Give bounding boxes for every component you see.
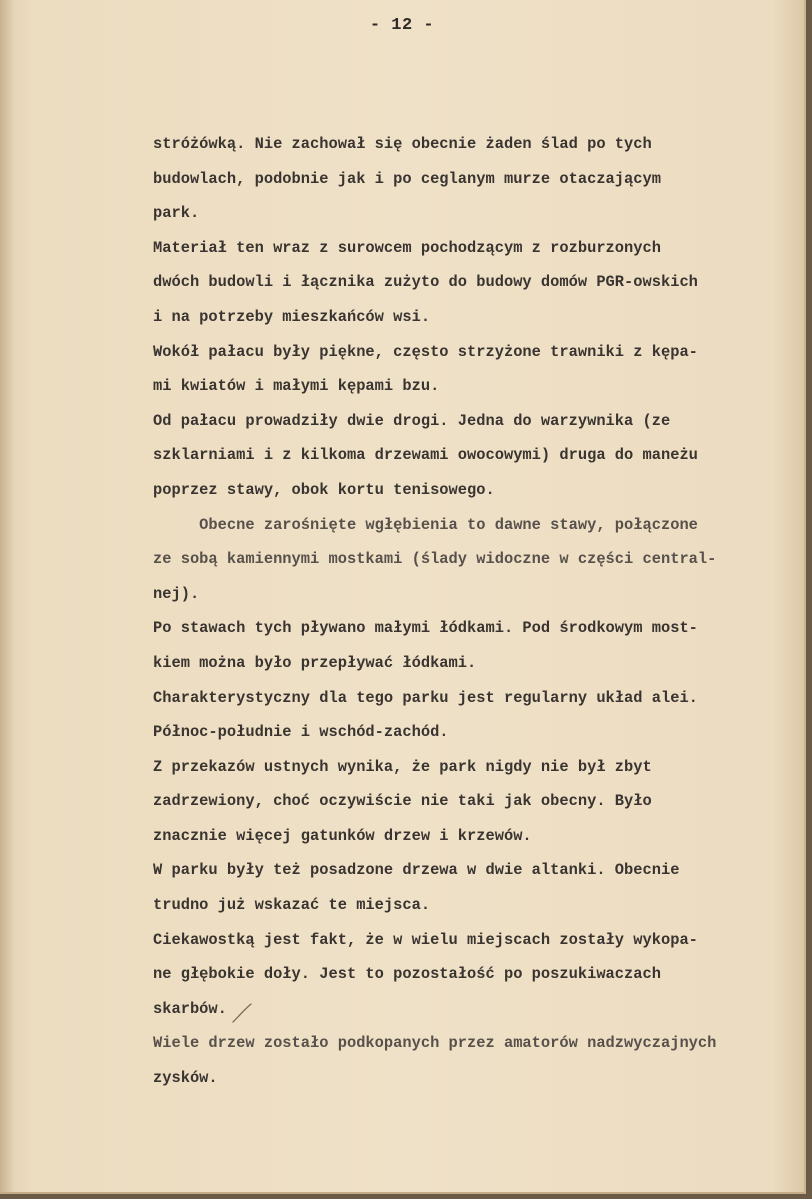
text-line: szklarniami i z kilkoma drzewami owocowymi) druga do maneżu (153, 446, 698, 465)
typewritten-text (153, 127, 716, 1096)
text-line: ze sobą kamiennymi mostkami (ślady widoczne w części central- (153, 550, 717, 569)
text-line: mi kwiatów i małymi kępami bzu. (153, 377, 440, 396)
text-line: budowlach, podobnie jak i po ceglanym murze otaczającym (153, 169, 661, 188)
text-line: park. (153, 204, 200, 223)
text-line: Obecne zarośnięte wgłębienia to dawne stawy, połączone (153, 515, 698, 534)
text-line: Charakterystyczny dla tego parku jest regularny układ alei. (153, 688, 698, 707)
text-line: ne głębokie doły. Jest to pozostałość po poszukiwaczach (153, 965, 661, 984)
text-line: Północ-południe i wschód-zachód. (153, 723, 449, 742)
text-line: kiem można było przepływać łódkami. (153, 653, 477, 672)
text-line: nej). (153, 584, 200, 603)
text-line: Po stawach tych pływano małymi łódkami. Pod środkowym most- (153, 619, 698, 638)
text-line: Wiele drzew zostało podkopanych przez amatorów nadzwyczajnych (153, 1034, 717, 1053)
text-line: Materiał ten wraz z surowcem pochodzącym z rozburzonych (153, 238, 661, 257)
pen-stroke-mark (231, 1002, 253, 1024)
text-line: zadrzewiony, choć oczywiście nie taki jak obecny. Było (153, 792, 652, 811)
text-line: zysków. (153, 1069, 218, 1088)
text-line: dwóch budowli i łącznika zużyto do budowy domów PGR-owskich (153, 273, 698, 292)
text-line: Ciekawostką jest fakt, że w wielu miejscach zostały wykopa- (153, 930, 698, 949)
text-line: Z przekazów ustnych wynika, że park nigdy nie był zbyt (153, 757, 652, 776)
text-line: znacznie więcej gatunków drzew i krzewów. (153, 826, 532, 845)
text-line: W parku były też posadzone drzewa w dwie altanki. Obecnie (153, 861, 680, 880)
text-line: skarbów. (153, 999, 227, 1018)
page-number: - 12 - (369, 16, 435, 35)
text-line: i na potrzeby mieszkańców wsi. (153, 307, 431, 326)
text-line: poprzez stawy, obok kortu tenisowego. (153, 480, 495, 499)
text-line: stróżówką. Nie zachował się obecnie żaden ślad po tych (153, 135, 652, 153)
text-line: Wokół pałacu były piękne, często strzyżone trawniki z kępa- (153, 342, 698, 361)
text-line: trudno już wskazać te miejsca. (153, 896, 431, 915)
text-line: Od pałacu prowadziły dwie drogi. Jedna do warzywnika (ze (153, 411, 671, 430)
